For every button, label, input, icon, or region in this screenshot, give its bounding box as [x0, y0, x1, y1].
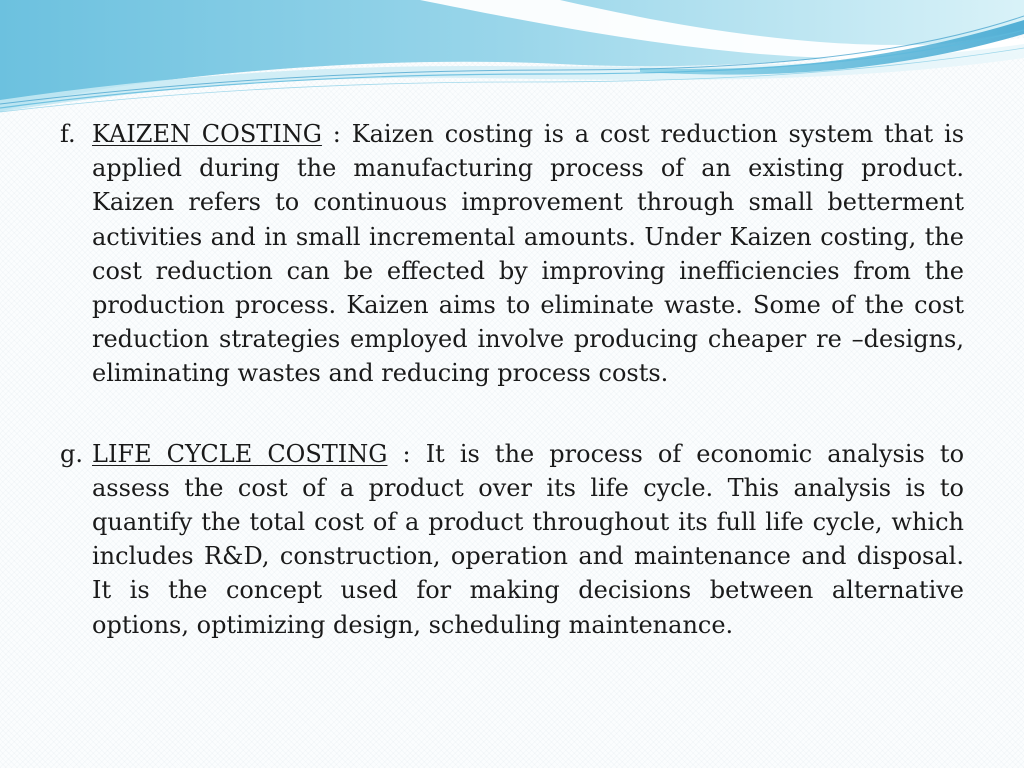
list-item-life-cycle-costing — [60, 437, 964, 642]
term-separator: : — [321, 120, 352, 148]
list-marker: f. — [60, 120, 76, 148]
item-body-text: Kaizen costing is a cost reduction system that is applied during the manufacturing process of an existing product. Kaizen refers to continuous improvement through small betterment activities and in small incremental amounts. Under Kaizen costing, the cost reduction can be effected by improving inefficiencies from the production process. Kaizen aims to eliminate waste. Some of the cost reduction strategies employed involve producing cheaper re –designs, eliminating wastes and reducing process costs. — [92, 120, 965, 388]
term-heading: KAIZEN COSTING — [92, 120, 322, 148]
term-heading: LIFE CYCLE COSTING — [92, 439, 388, 468]
list-item-kaizen-costing — [60, 117, 964, 391]
wave-banner — [0, 0, 1024, 125]
item-body-text: It is the process of economic analysis to assess the cost of a product over its life cycle. This analysis is to quantify the total cost of a product throughout its full life cycle, which includes R&D, construction, operation and maintenance and disposal. It is the concept used for making decisions between alternative options, optimizing design, scheduling maintenance. — [92, 439, 965, 639]
term-separator: : — [387, 439, 426, 468]
slide-content — [60, 117, 964, 642]
list-marker: g. — [60, 439, 83, 468]
